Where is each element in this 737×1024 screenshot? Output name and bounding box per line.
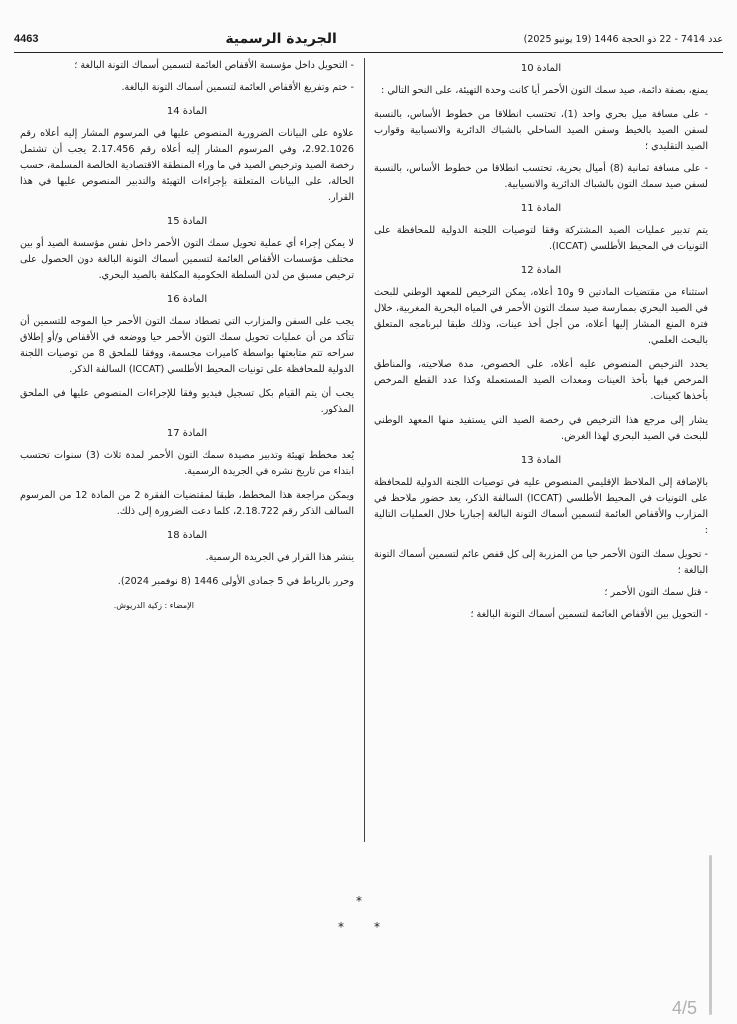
page-number: 4463 <box>14 33 39 45</box>
left-column <box>20 58 354 614</box>
article-15-title: المادة 15 <box>166 216 208 227</box>
article-10-intro: يمنع، بصفة دائمة، صيد سمك التون الأحمر أيا كانت وحدة التهيئة، على النحو التالي : <box>380 85 708 96</box>
issue-date: وحرر بالرباط في 5 جمادى الأولى 1446 (8 نوفمبر 2024). <box>117 576 354 587</box>
page-indicator: 4/5 <box>672 998 698 1018</box>
article-13-intro: بالإضافة إلى الملاحظ الإقليمي المنصوص عليه في توصيات اللجنة الدولية للمحافظة على التونيات في المحيط الأطلسي (ICCAT) السالفة الذكر، يعد حضور ملاحظ في المزارب والأقفاص العائمة لتسمين أسماك التونة البالغة إجباريا خلال العمليات التالية : <box>374 477 708 536</box>
article-12-para-1: استثناء من مقتضيات المادتين 9 و10 أعلاه، يمكن الترخيص للمعهد الوطني للبحث في الصيد البحري بممارسة صيد سمك التون الأحمر في المياه البحرية المغربية، خلال فترة المنع المشار إليها أعلاه، من أجل أخذ عينات، وذلك طبقا لبرنامجه المتعلق بالبحث العلمي. <box>374 287 709 346</box>
article-17-para-2: ويمكن مراجعة هذا المخطط، طبقا لمقتضيات الفقرة 2 من المادة 12 من المرسوم السالف الذكر رقم 2.18.722، كلما دعت الضرورة إلى ذلك. <box>20 490 355 517</box>
article-12-para-2: يحدد الترخيص المنصوص عليه أعلاه، على الخصوص، مدة صلاحيته، والمناطق المرخص فيها بأخذ العينات ومعدات الصيد المستعملة وكذا عدد القطع المرخص بأخذها كعينات. <box>374 359 708 402</box>
article-14-title: المادة 14 <box>166 106 208 117</box>
article-12-para-3: يشار إلى مرجع هذا الترخيص في رخصة الصيد التي يستفيد منها المعهد الوطني للبحث في الصيد البحري لهذا الغرض. <box>374 415 708 442</box>
article-13-item-5: - ختم وتفريغ الأقفاص العائمة لتسمين أسماك التونة البالغة. <box>121 82 354 93</box>
article-13-item-3: - التحويل بين الأقفاص العائمة لتسمين أسماك التونة البالغة ؛ <box>470 609 708 620</box>
article-10-item-1: - على مسافة ميل بحري واحد (1)، تحتسب انطلاقا من خطوط الأساس، بالنسبة لسفن الصيد بالخيط وسفن الصيد الساحلي بالشباك الدائرية والانسيابية وقوارب الصيد التقليدي ؛ <box>374 109 708 152</box>
article-15-text: لا يمكن إجراء أي عملية تحويل سمك التون الأحمر داخل نفس مؤسسة الصيد أو بين مختلف مؤسسات الأقفاص العائمة لتسمين أسماك التونة البالغة دون الحصول على ترخيص مسبق من لدن السلطة الحكومية المكلفة بالصيد البحري. <box>20 238 354 281</box>
right-column <box>374 58 708 629</box>
article-13-item-2: - قتل سمك التون الأحمر ؛ <box>604 587 708 598</box>
article-13-item-4: - التحويل داخل مؤسسة الأقفاص العائمة لتسمين أسماك التونة البالغة ؛ <box>74 60 354 71</box>
article-18-title: المادة 18 <box>166 530 208 541</box>
article-17-para-1: يُعد مخطط تهيئة وتدبير مصيدة سمك التون الأحمر لمدة ثلاث (3) سنوات تحتسب ابتداء من تاريخ نشره في الجريدة الرسمية. <box>20 450 354 477</box>
article-13-title: المادة 13 <box>520 455 562 466</box>
article-16-para-1: يجب على السفن والمزارب التي تصطاد سمك التون الأحمر حيا الموجه للتسمين أن تتأكد من أن عمليات تحويل سمك التون الأحمر حيا ووضعه في الأقفاص و/أو إطلاق سراحه تتم متابعتها بواسطة كاميرات مجسمة، ووفقا للملحق 8 من توصيات اللجنة الدولية للمحافظة على تونيات المحيط الأطلسي (ICCAT) السالفة الذكر. <box>20 316 354 375</box>
article-13-item-1: - تحويل سمك التون الأحمر حيا من المزربة إلى كل قفص عائم لتسمين أسماك التونة البالغة ؛ <box>374 549 708 576</box>
star-icon: * <box>356 894 362 908</box>
signature: الإمضاء : زكية الدريوش. <box>113 601 194 610</box>
article-11-title: المادة 11 <box>520 203 562 214</box>
header-rule <box>14 52 723 53</box>
star-icon: * <box>374 920 380 934</box>
article-10-item-2: - على مسافة ثمانية (8) أميال بحرية، تحتسب انطلاقا من خطوط الأساس، بالنسبة لسفن صيد سمك التون بالشباك الدائرية والانسيابية. <box>374 163 708 190</box>
issue-info: عدد 7414 - 22 ذو الحجة 1446 (19 يونيو 2025) <box>523 33 723 45</box>
article-18-text: ينشر هذا القرار في الجريدة الرسمية. <box>205 552 354 563</box>
article-10-title: المادة 10 <box>520 63 562 74</box>
article-11-text: يتم تدبير عمليات الصيد المشتركة وفقا لتوصيات اللجنة الدولية للمحافظة على التونيات في المحيط الأطلسي (ICCAT). <box>374 225 708 252</box>
page-header <box>14 28 723 50</box>
article-12-title: المادة 12 <box>520 265 562 276</box>
star-icon: * <box>338 920 344 934</box>
column-divider <box>364 58 365 842</box>
gazette-title: الجريدة الرسمية <box>225 31 337 47</box>
article-16-para-2: يجب أن يتم القيام بكل تسجيل فيديو وفقا للإجراءات المنصوص عليها في الملحق المذكور. <box>20 388 354 415</box>
article-16-title: المادة 16 <box>166 294 208 305</box>
section-separator-stars <box>330 894 390 934</box>
article-14-text: علاوة على البيانات الضرورية المنصوص عليها في المرسوم المشار إليه أعلاه رقم 2.92.1026، وفي المرسوم المشار إليه أعلاه رقم 2.17.456 يجب أن تشتمل رخصة الصيد وترخيص الصيد في ما وراء المنطقة الاقتصادية الخالصة المسلمة، حسب الحالة، على البيانات المتعلقة بإجراءات التهيئة والتدبير المنصوص عليها في هذا القرار. <box>19 128 354 203</box>
scrollbar[interactable] <box>709 855 712 1015</box>
article-17-title: المادة 17 <box>166 428 208 439</box>
